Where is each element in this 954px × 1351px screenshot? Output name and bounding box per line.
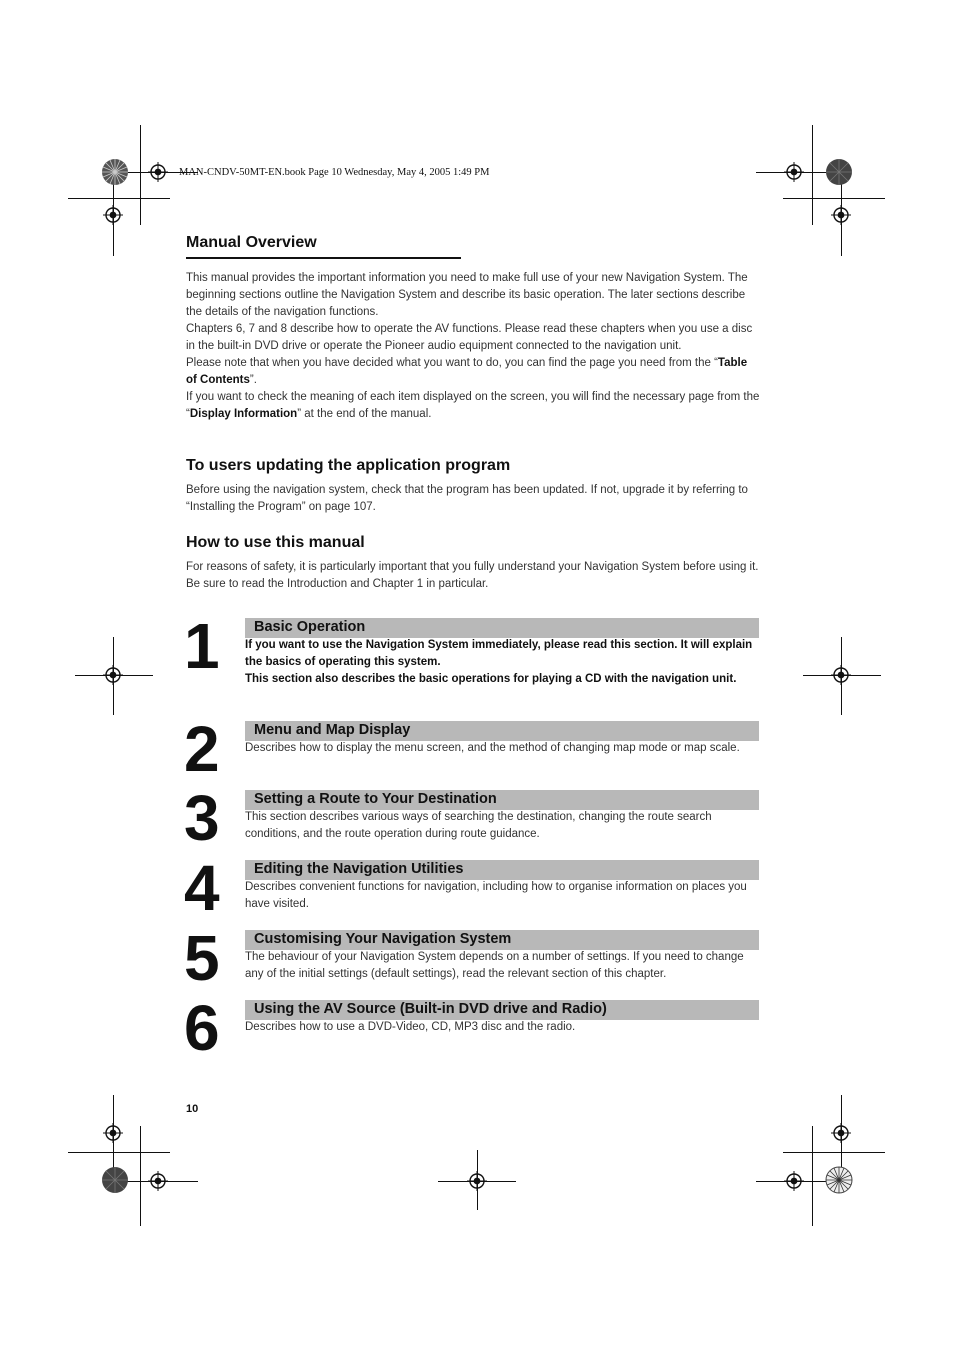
print-star-target-icon	[825, 158, 853, 186]
chapter-title: Editing the Navigation Utilities	[254, 861, 464, 877]
chapter-description: This section describes various ways of searching the destination, changing the route search conditions, and the route operation during route guidance.	[245, 811, 712, 840]
paragraph: This section also describes the basic operations for playing a CD with the navigation unit.	[245, 673, 737, 685]
crop-line	[812, 125, 813, 225]
crop-line	[68, 1152, 170, 1153]
print-star-target-icon	[825, 1166, 853, 1194]
bold-reference: Display Information	[189, 408, 298, 420]
text-run: If you want to check the meaning of each item displayed on the screen, you will find the necessary page from the “	[186, 391, 760, 420]
text-run: ” at the end of the manual.	[297, 408, 432, 420]
chapter-title-bar	[245, 721, 759, 741]
chapter-description: The behaviour of your Navigation System depends on a number of settings. If you need to change any of the initial settings (default settings), read the relevant section of this chapter.	[245, 951, 744, 980]
chapter-description: Describes convenient functions for navigation, including how to organise information on places you have visited.	[245, 881, 747, 910]
chapter-number: 2	[184, 713, 220, 785]
chapter-description	[245, 637, 763, 688]
chapter-title-bar	[245, 1000, 759, 1020]
registration-mark-icon	[831, 205, 851, 225]
registration-mark-icon	[831, 1123, 851, 1143]
chapter-number: 6	[184, 992, 220, 1064]
registration-mark-icon	[148, 1171, 168, 1191]
how-to-use-body: For reasons of safety, it is particularly important that you fully understand your Navigation System before using it. Be sure to read the Introduction and Chapter 1 in particular.	[186, 561, 759, 590]
registration-mark-icon	[103, 205, 123, 225]
chapter-title: Setting a Route to Your Destination	[254, 791, 497, 807]
chapter-description: Describes how to display the menu screen, and the method of changing map mode or map scale.	[245, 742, 740, 754]
crop-line	[812, 1126, 813, 1226]
updating-body: Before using the navigation system, check that the program has been updated. If not, upgrade it by referring to “Installing the Program” on page 107.	[186, 484, 748, 513]
registration-mark-icon	[103, 665, 123, 685]
registration-mark-icon	[103, 1123, 123, 1143]
registration-mark-icon	[784, 162, 804, 182]
page-number: 10	[186, 1103, 199, 1115]
print-star-target-icon	[101, 1166, 129, 1194]
manual-overview-body	[186, 270, 761, 423]
print-star-target-icon	[101, 158, 129, 186]
paragraph	[186, 355, 761, 389]
chapter-title-bar	[245, 618, 759, 638]
chapter-description: Describes how to use a DVD-Video, CD, MP3 disc and the radio.	[245, 1021, 576, 1033]
registration-mark-icon	[831, 665, 851, 685]
chapter-title-bar	[245, 790, 759, 810]
registration-mark-icon	[467, 1171, 487, 1191]
chapter-number: 5	[184, 922, 220, 994]
chapter-title: Customising Your Navigation System	[254, 931, 512, 947]
registration-mark-icon	[148, 162, 168, 182]
chapter-title: Menu and Map Display	[254, 722, 411, 738]
paragraph: Chapters 6, 7 and 8 describe how to operate the AV functions. Please read these chapters when you use a disc in the built-in DVD drive or operate the Pioneer audio equipment connected to the navigation unit.	[186, 323, 753, 352]
crop-line	[140, 125, 141, 225]
registration-mark-icon	[784, 1171, 804, 1191]
crop-line	[68, 198, 170, 199]
text-run: ”.	[249, 374, 257, 386]
section-heading-how-to-use: How to use this manual	[186, 534, 365, 551]
chapter-number: 1	[184, 610, 220, 682]
section-heading-manual-overview: Manual Overview	[186, 234, 461, 259]
paragraph: This manual provides the important information you need to make full use of your new Navigation System. The beginning sections outline the Navigation System and describe its basic operation. The later sections describe the details of the navigation functions.	[186, 272, 748, 318]
paragraph	[186, 389, 761, 423]
text-run: Please note that when you have decided what you want to do, you can find the page you need from the “	[186, 357, 718, 369]
chapter-title-bar	[245, 930, 759, 950]
chapter-number: 3	[184, 782, 220, 854]
chapter-number: 4	[184, 852, 220, 924]
print-header: MAN-CNDV-50MT-EN.book Page 10 Wednesday, May 4, 2005 1:49 PM	[179, 167, 490, 178]
crop-line	[783, 1152, 885, 1153]
bold-reference: Table of Contents	[186, 357, 748, 386]
section-heading-updating: To users updating the application program	[186, 457, 511, 474]
paragraph: If you want to use the Navigation System immediately, please read this section. It will explain the basics of operating this system.	[245, 639, 753, 668]
chapter-title: Using the AV Source (Built-in DVD drive and Radio)	[254, 1001, 607, 1017]
chapter-title: Basic Operation	[254, 619, 366, 635]
crop-line	[140, 1126, 141, 1226]
chapter-title-bar	[245, 860, 759, 880]
crop-line	[783, 198, 885, 199]
